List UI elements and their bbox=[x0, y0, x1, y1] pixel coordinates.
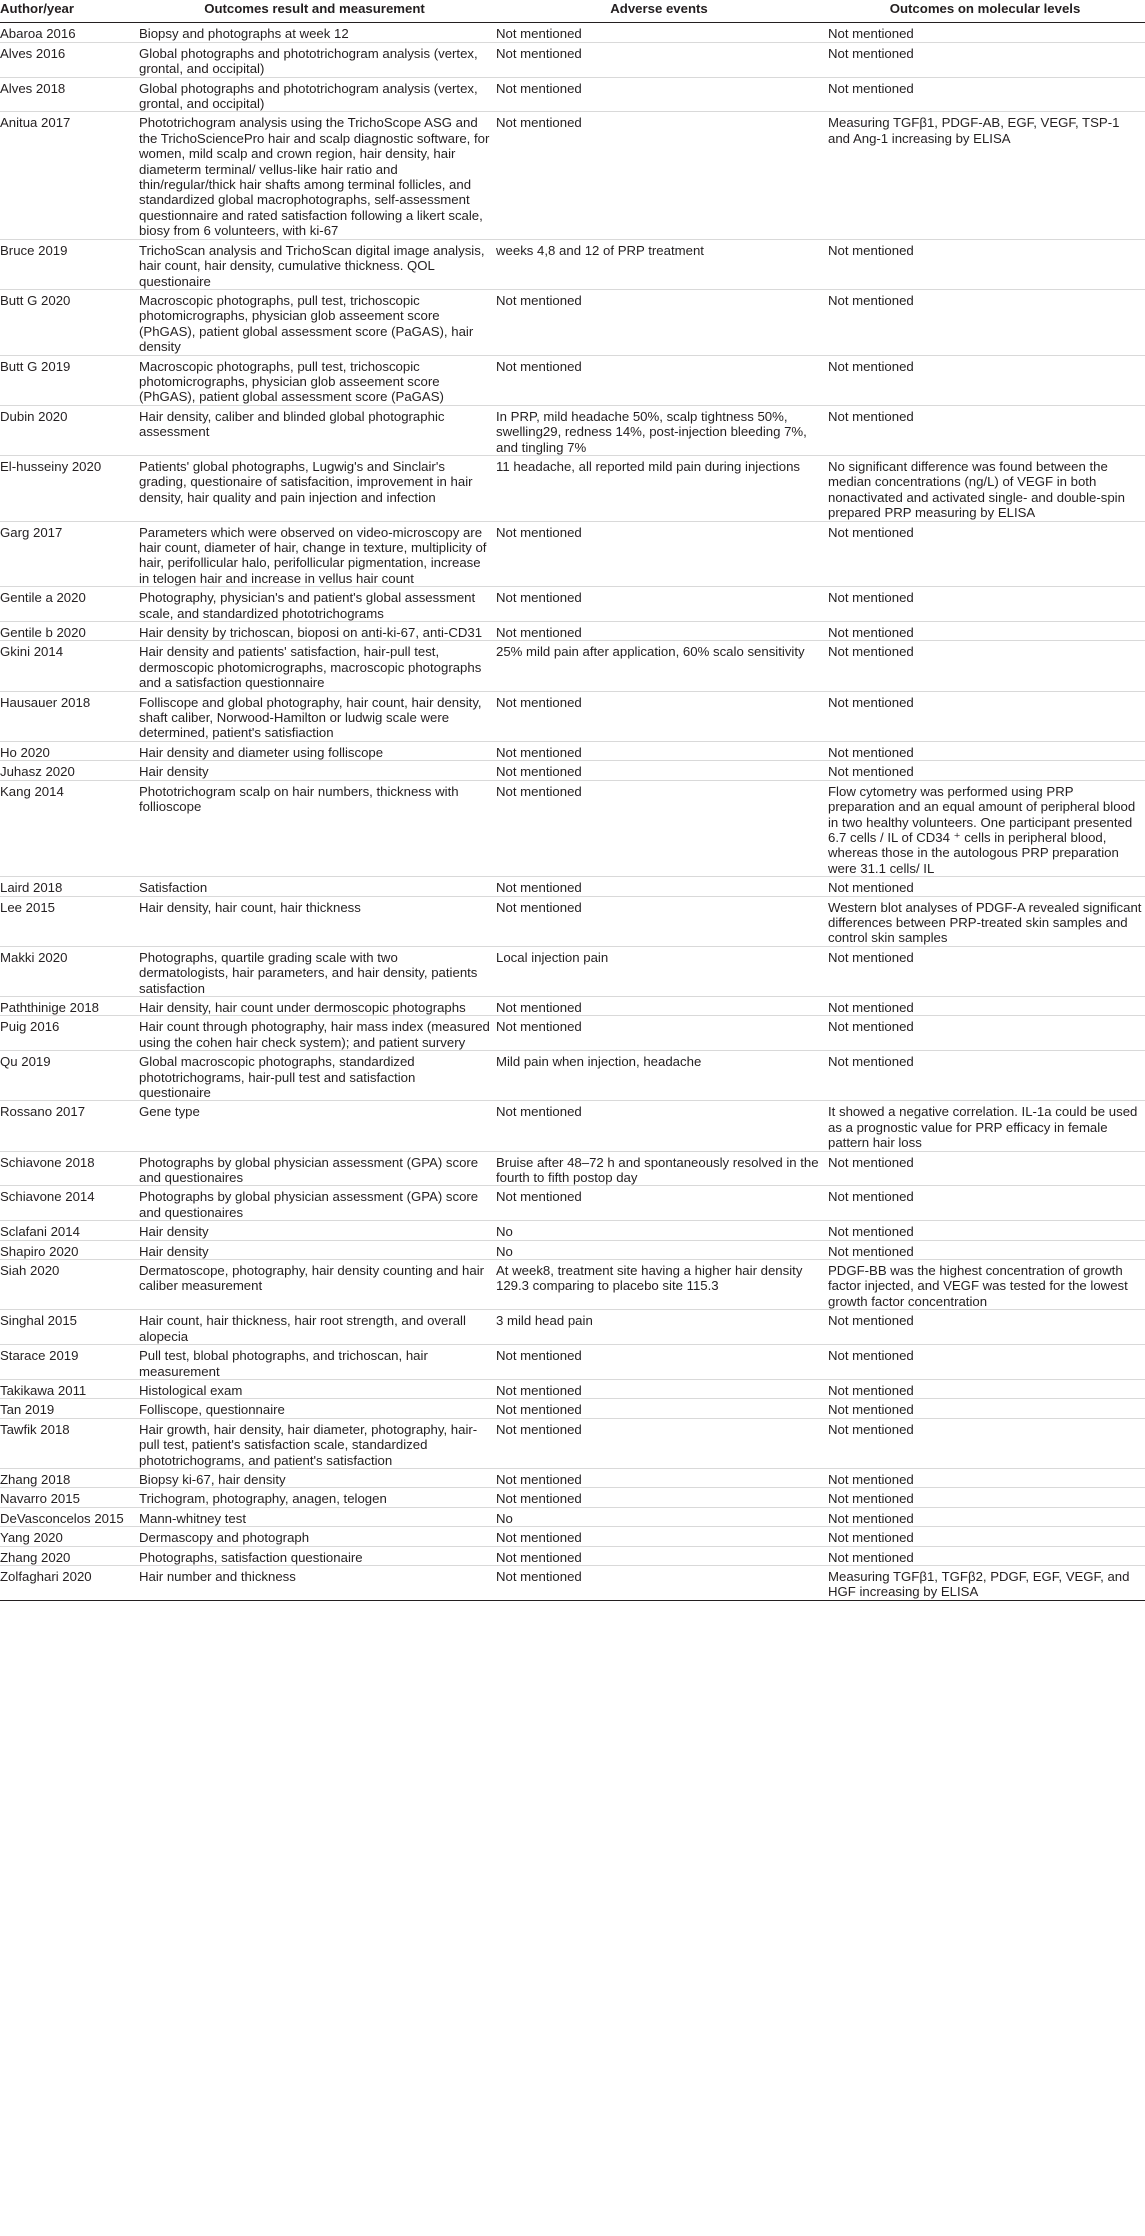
table-row bbox=[0, 1240, 1145, 1259]
cell-adverse-events: Mild pain when injection, headache bbox=[493, 1051, 825, 1101]
cell-adverse-events: Not mentioned bbox=[493, 1468, 825, 1487]
table-row bbox=[0, 455, 1145, 521]
header-adverse-events: Adverse events bbox=[493, 0, 825, 23]
cell-molecular-outcomes: Not mentioned bbox=[825, 42, 1145, 77]
cell-adverse-events: Not mentioned bbox=[493, 355, 825, 405]
table-row bbox=[0, 641, 1145, 691]
cell-adverse-events: No bbox=[493, 1507, 825, 1526]
cell-adverse-events: Not mentioned bbox=[493, 780, 825, 876]
table-row bbox=[0, 23, 1145, 42]
cell-adverse-events: In PRP, mild headache 50%, scalp tightness 50%, swelling29, redness 14%, post-injection bleeding 7%, and tingling 7% bbox=[493, 405, 825, 455]
cell-author-year: Alves 2018 bbox=[0, 77, 136, 112]
cell-author-year: Abaroa 2016 bbox=[0, 23, 136, 42]
table-row bbox=[0, 761, 1145, 780]
cell-molecular-outcomes: Not mentioned bbox=[825, 1399, 1145, 1418]
cell-author-year: Shapiro 2020 bbox=[0, 1240, 136, 1259]
cell-adverse-events: Local injection pain bbox=[493, 946, 825, 996]
cell-outcomes: Hair density and diameter using folliscope bbox=[136, 741, 493, 760]
table-row bbox=[0, 405, 1145, 455]
cell-author-year: Gentile a 2020 bbox=[0, 587, 136, 622]
cell-molecular-outcomes: Not mentioned bbox=[825, 741, 1145, 760]
cell-outcomes: Hair growth, hair density, hair diameter, photography, hair-pull test, patient's satisfaction scale, standardized phototrichograms, and patient's satisfaction bbox=[136, 1418, 493, 1468]
cell-adverse-events: Not mentioned bbox=[493, 1379, 825, 1398]
cell-molecular-outcomes: Not mentioned bbox=[825, 622, 1145, 641]
cell-molecular-outcomes: Not mentioned bbox=[825, 405, 1145, 455]
cell-author-year: Takikawa 2011 bbox=[0, 1379, 136, 1398]
cell-author-year: Paththinige 2018 bbox=[0, 996, 136, 1015]
cell-molecular-outcomes: PDGF-BB was the highest concentration of growth factor injected, and VEGF was tested for the lowest growth factor concentration bbox=[825, 1260, 1145, 1310]
cell-author-year: Makki 2020 bbox=[0, 946, 136, 996]
cell-outcomes: Photographs, satisfaction questionaire bbox=[136, 1546, 493, 1565]
cell-adverse-events: Not mentioned bbox=[493, 996, 825, 1015]
cell-outcomes: Photographs by global physician assessment (GPA) score and questionaires bbox=[136, 1151, 493, 1186]
table-row bbox=[0, 1051, 1145, 1101]
cell-molecular-outcomes: Not mentioned bbox=[825, 521, 1145, 587]
table-row bbox=[0, 996, 1145, 1015]
cell-molecular-outcomes: Not mentioned bbox=[825, 1379, 1145, 1398]
cell-outcomes: Hair density bbox=[136, 1240, 493, 1259]
cell-adverse-events: 11 headache, all reported mild pain during injections bbox=[493, 455, 825, 521]
cell-outcomes: Gene type bbox=[136, 1101, 493, 1151]
cell-adverse-events: Not mentioned bbox=[493, 1418, 825, 1468]
cell-outcomes: Folliscope and global photography, hair count, hair density, shaft caliber, Norwood-Hamilton or ludwig scale were determined, patient's satisfiaction bbox=[136, 691, 493, 741]
cell-outcomes: Satisfaction bbox=[136, 877, 493, 896]
table-row bbox=[0, 1221, 1145, 1240]
cell-outcomes: Trichogram, photography, anagen, telogen bbox=[136, 1488, 493, 1507]
cell-outcomes: Phototrichogram scalp on hair numbers, thickness with follioscope bbox=[136, 780, 493, 876]
table-row bbox=[0, 1527, 1145, 1546]
cell-author-year: Qu 2019 bbox=[0, 1051, 136, 1101]
cell-molecular-outcomes: Western blot analyses of PDGF-A revealed significant differences between PRP-treated skin samples and control skin samples bbox=[825, 896, 1145, 946]
table-header-row bbox=[0, 0, 1145, 23]
cell-outcomes: Photographs by global physician assessment (GPA) score and questionaires bbox=[136, 1186, 493, 1221]
cell-adverse-events: Not mentioned bbox=[493, 1527, 825, 1546]
cell-author-year: Kang 2014 bbox=[0, 780, 136, 876]
table-row bbox=[0, 1379, 1145, 1398]
cell-author-year: Zhang 2020 bbox=[0, 1546, 136, 1565]
cell-author-year: Butt G 2019 bbox=[0, 355, 136, 405]
table-row bbox=[0, 622, 1145, 641]
table-row bbox=[0, 1101, 1145, 1151]
cell-molecular-outcomes: Not mentioned bbox=[825, 1016, 1145, 1051]
cell-outcomes: Biopsy ki-67, hair density bbox=[136, 1468, 493, 1487]
cell-molecular-outcomes: Not mentioned bbox=[825, 289, 1145, 355]
cell-molecular-outcomes: Not mentioned bbox=[825, 946, 1145, 996]
cell-molecular-outcomes: Not mentioned bbox=[825, 1546, 1145, 1565]
cell-outcomes: Histological exam bbox=[136, 1379, 493, 1398]
cell-molecular-outcomes: Not mentioned bbox=[825, 77, 1145, 112]
cell-outcomes: Hair density and patients' satisfaction, hair-pull test, dermoscopic photomicrographs, macroscopic photographs and a satisfaction questionnaire bbox=[136, 641, 493, 691]
cell-author-year: Laird 2018 bbox=[0, 877, 136, 896]
table-row bbox=[0, 587, 1145, 622]
cell-outcomes: Biopsy and photographs at week 12 bbox=[136, 23, 493, 42]
cell-outcomes: Hair density, hair count, hair thickness bbox=[136, 896, 493, 946]
cell-molecular-outcomes: No significant difference was found between the median concentrations (ng/L) of VEGF in both nonactivated and activated single- and double-spin prepared PRP measuring by ELISA bbox=[825, 455, 1145, 521]
cell-molecular-outcomes: Not mentioned bbox=[825, 1221, 1145, 1240]
cell-outcomes: Hair density bbox=[136, 761, 493, 780]
table-row bbox=[0, 1310, 1145, 1345]
cell-outcomes: Macroscopic photographs, pull test, trichoscopic photomicrographs, physician glob asseement score (PhGAS), patient global assessment score (PaGAS), hair density bbox=[136, 289, 493, 355]
cell-author-year: Singhal 2015 bbox=[0, 1310, 136, 1345]
cell-adverse-events: Not mentioned bbox=[493, 1546, 825, 1565]
header-author-year: Author/year bbox=[0, 0, 136, 23]
cell-author-year: Sclafani 2014 bbox=[0, 1221, 136, 1240]
cell-author-year: Schiavone 2014 bbox=[0, 1186, 136, 1221]
cell-molecular-outcomes: Not mentioned bbox=[825, 1527, 1145, 1546]
cell-author-year: Gentile b 2020 bbox=[0, 622, 136, 641]
cell-adverse-events: Not mentioned bbox=[493, 77, 825, 112]
cell-outcomes: Photographs, quartile grading scale with two dermatologists, hair parameters, and hair density, patients satisfaction bbox=[136, 946, 493, 996]
cell-outcomes: Macroscopic photographs, pull test, trichoscopic photomicrographs, physician glob asseement score (PhGAS), patient global assessment score (PaGAS) bbox=[136, 355, 493, 405]
cell-adverse-events: 3 mild head pain bbox=[493, 1310, 825, 1345]
cell-molecular-outcomes: Flow cytometry was performed using PRP preparation and an equal amount of peripheral blood in two healthy volunteers. One participant presented 6.7 cells / IL of CD34 ⁺ cells in peripheral blood, whereas those in the autologous PRP preparation were 31.1 cells/ IL bbox=[825, 780, 1145, 876]
cell-outcomes: Pull test, blobal photographs, and trichoscan, hair measurement bbox=[136, 1345, 493, 1380]
cell-adverse-events: Not mentioned bbox=[493, 1488, 825, 1507]
cell-adverse-events: Not mentioned bbox=[493, 877, 825, 896]
cell-molecular-outcomes: Not mentioned bbox=[825, 587, 1145, 622]
cell-outcomes: Dermatoscope, photography, hair density counting and hair caliber measurement bbox=[136, 1260, 493, 1310]
cell-molecular-outcomes: Not mentioned bbox=[825, 1507, 1145, 1526]
cell-molecular-outcomes: Not mentioned bbox=[825, 355, 1145, 405]
cell-outcomes: Hair count, hair thickness, hair root strength, and overall alopecia bbox=[136, 1310, 493, 1345]
cell-outcomes: Parameters which were observed on video-microscopy are hair count, diameter of hair, change in texture, multiplicity of hair, perifollicular halo, perifollicular pigmentation, increase in telogen hair and increase in vellus hair count bbox=[136, 521, 493, 587]
cell-molecular-outcomes: Not mentioned bbox=[825, 877, 1145, 896]
cell-adverse-events: Not mentioned bbox=[493, 23, 825, 42]
cell-molecular-outcomes: Measuring TGFβ1, PDGF-AB, EGF, VEGF, TSP-1 and Ang-1 increasing by ELISA bbox=[825, 112, 1145, 239]
cell-adverse-events: Bruise after 48–72 h and spontaneously resolved in the fourth to fifth postop day bbox=[493, 1151, 825, 1186]
table-row bbox=[0, 1345, 1145, 1380]
table-row bbox=[0, 896, 1145, 946]
table-row bbox=[0, 741, 1145, 760]
cell-author-year: DeVasconcelos 2015 bbox=[0, 1507, 136, 1526]
table-row bbox=[0, 355, 1145, 405]
cell-outcomes: Dermascopy and photograph bbox=[136, 1527, 493, 1546]
cell-molecular-outcomes: Not mentioned bbox=[825, 641, 1145, 691]
header-outcomes: Outcomes result and measurement bbox=[136, 0, 493, 23]
cell-adverse-events: 25% mild pain after application, 60% scalo sensitivity bbox=[493, 641, 825, 691]
table-row bbox=[0, 780, 1145, 876]
cell-adverse-events: Not mentioned bbox=[493, 112, 825, 239]
cell-adverse-events: No bbox=[493, 1221, 825, 1240]
cell-author-year: Tan 2019 bbox=[0, 1399, 136, 1418]
cell-author-year: Starace 2019 bbox=[0, 1345, 136, 1380]
cell-adverse-events: Not mentioned bbox=[493, 761, 825, 780]
cell-outcomes: TrichoScan analysis and TrichoScan digital image analysis, hair count, hair density, cumulative thickness. QOL questionaire bbox=[136, 239, 493, 289]
cell-author-year: Rossano 2017 bbox=[0, 1101, 136, 1151]
table-row bbox=[0, 1418, 1145, 1468]
table-row bbox=[0, 1016, 1145, 1051]
cell-author-year: Navarro 2015 bbox=[0, 1488, 136, 1507]
cell-author-year: Anitua 2017 bbox=[0, 112, 136, 239]
cell-adverse-events: Not mentioned bbox=[493, 1565, 825, 1600]
table-body bbox=[0, 23, 1145, 1600]
cell-outcomes: Hair density by trichoscan, bioposi on anti-ki-67, anti-CD31 bbox=[136, 622, 493, 641]
cell-molecular-outcomes: Not mentioned bbox=[825, 1151, 1145, 1186]
cell-outcomes: Photography, physician's and patient's global assessment scale, and standardized phototrichograms bbox=[136, 587, 493, 622]
cell-molecular-outcomes: Not mentioned bbox=[825, 1488, 1145, 1507]
cell-molecular-outcomes: Not mentioned bbox=[825, 996, 1145, 1015]
cell-molecular-outcomes: Measuring TGFβ1, TGFβ2, PDGF, EGF, VEGF, and HGF increasing by ELISA bbox=[825, 1565, 1145, 1600]
table-row bbox=[0, 1151, 1145, 1186]
cell-outcomes: Phototrichogram analysis using the TrichoScope ASG and the TrichoSciencePro hair and scalp diagnostic software, for women, mild scalp and crown region, hair density, hair diameterm terminal/ vellus-like hair ratio and thin/regular/thick hair shafts among terminal follicles, and standardized global macrophotographs, self-assessment questionnaire and rated satisfaction following a likert scale, biosy from 6 volunteers, with ki-67 bbox=[136, 112, 493, 239]
cell-adverse-events: Not mentioned bbox=[493, 289, 825, 355]
cell-molecular-outcomes: Not mentioned bbox=[825, 1418, 1145, 1468]
cell-adverse-events: At week8, treatment site having a higher hair density 129.3 comparing to placebo site 115.3 bbox=[493, 1260, 825, 1310]
cell-adverse-events: Not mentioned bbox=[493, 587, 825, 622]
table-row bbox=[0, 1488, 1145, 1507]
table-row bbox=[0, 1468, 1145, 1487]
table-row bbox=[0, 1260, 1145, 1310]
cell-molecular-outcomes: Not mentioned bbox=[825, 1345, 1145, 1380]
cell-adverse-events: Not mentioned bbox=[493, 1345, 825, 1380]
cell-author-year: El-husseiny 2020 bbox=[0, 455, 136, 521]
table-row bbox=[0, 946, 1145, 996]
cell-outcomes: Folliscope, questionnaire bbox=[136, 1399, 493, 1418]
table-row bbox=[0, 77, 1145, 112]
table-row bbox=[0, 289, 1145, 355]
cell-molecular-outcomes: Not mentioned bbox=[825, 1468, 1145, 1487]
cell-author-year: Siah 2020 bbox=[0, 1260, 136, 1310]
cell-author-year: Zolfaghari 2020 bbox=[0, 1565, 136, 1600]
cell-molecular-outcomes: Not mentioned bbox=[825, 1051, 1145, 1101]
cell-author-year: Lee 2015 bbox=[0, 896, 136, 946]
cell-outcomes: Hair number and thickness bbox=[136, 1565, 493, 1600]
table-row bbox=[0, 877, 1145, 896]
table-row bbox=[0, 1546, 1145, 1565]
table-row bbox=[0, 42, 1145, 77]
cell-adverse-events: Not mentioned bbox=[493, 691, 825, 741]
cell-author-year: Juhasz 2020 bbox=[0, 761, 136, 780]
cell-outcomes: Hair density, hair count under dermoscopic photographs bbox=[136, 996, 493, 1015]
table-row bbox=[0, 1507, 1145, 1526]
cell-author-year: Zhang 2018 bbox=[0, 1468, 136, 1487]
header-molecular-outcomes: Outcomes on molecular levels bbox=[825, 0, 1145, 23]
cell-outcomes: Patients' global photographs, Lugwig's and Sinclair's grading, questionaire of satisfacition, improvement in hair density, hair quality and pain injection and infection bbox=[136, 455, 493, 521]
cell-adverse-events: Not mentioned bbox=[493, 622, 825, 641]
table-row bbox=[0, 1399, 1145, 1418]
table-row bbox=[0, 1186, 1145, 1221]
cell-adverse-events: Not mentioned bbox=[493, 521, 825, 587]
cell-adverse-events: Not mentioned bbox=[493, 896, 825, 946]
cell-molecular-outcomes: Not mentioned bbox=[825, 1310, 1145, 1345]
cell-author-year: Gkini 2014 bbox=[0, 641, 136, 691]
cell-author-year: Hausauer 2018 bbox=[0, 691, 136, 741]
table-row bbox=[0, 112, 1145, 239]
cell-outcomes: Hair density bbox=[136, 1221, 493, 1240]
cell-outcomes: Hair density, caliber and blinded global photographic assessment bbox=[136, 405, 493, 455]
cell-molecular-outcomes: Not mentioned bbox=[825, 239, 1145, 289]
cell-adverse-events: Not mentioned bbox=[493, 42, 825, 77]
cell-outcomes: Hair count through photography, hair mass index (measured using the cohen hair check system); and patient survery bbox=[136, 1016, 493, 1051]
cell-molecular-outcomes: It showed a negative correlation. IL-1a could be used as a prognostic value for PRP efficacy in female pattern hair loss bbox=[825, 1101, 1145, 1151]
cell-author-year: Butt G 2020 bbox=[0, 289, 136, 355]
table-row bbox=[0, 691, 1145, 741]
cell-author-year: Alves 2016 bbox=[0, 42, 136, 77]
cell-molecular-outcomes: Not mentioned bbox=[825, 761, 1145, 780]
cell-author-year: Tawfik 2018 bbox=[0, 1418, 136, 1468]
cell-author-year: Puig 2016 bbox=[0, 1016, 136, 1051]
cell-author-year: Dubin 2020 bbox=[0, 405, 136, 455]
cell-molecular-outcomes: Not mentioned bbox=[825, 1240, 1145, 1259]
cell-author-year: Yang 2020 bbox=[0, 1527, 136, 1546]
cell-author-year: Ho 2020 bbox=[0, 741, 136, 760]
cell-molecular-outcomes: Not mentioned bbox=[825, 23, 1145, 42]
cell-adverse-events: Not mentioned bbox=[493, 741, 825, 760]
cell-outcomes: Mann-whitney test bbox=[136, 1507, 493, 1526]
cell-adverse-events: Not mentioned bbox=[493, 1016, 825, 1051]
cell-outcomes: Global photographs and phototrichogram analysis (vertex, grontal, and occipital) bbox=[136, 42, 493, 77]
cell-adverse-events: Not mentioned bbox=[493, 1186, 825, 1221]
cell-adverse-events: Not mentioned bbox=[493, 1399, 825, 1418]
cell-author-year: Bruce 2019 bbox=[0, 239, 136, 289]
cell-outcomes: Global photographs and phototrichogram analysis (vertex, grontal, and occipital) bbox=[136, 77, 493, 112]
cell-adverse-events: Not mentioned bbox=[493, 1101, 825, 1151]
cell-adverse-events: No bbox=[493, 1240, 825, 1259]
cell-molecular-outcomes: Not mentioned bbox=[825, 1186, 1145, 1221]
table-row bbox=[0, 239, 1145, 289]
cell-adverse-events: weeks 4,8 and 12 of PRP treatment bbox=[493, 239, 825, 289]
cell-author-year: Garg 2017 bbox=[0, 521, 136, 587]
cell-molecular-outcomes: Not mentioned bbox=[825, 691, 1145, 741]
table-row bbox=[0, 1565, 1145, 1600]
cell-outcomes: Global macroscopic photographs, standardized phototrichograms, hair-pull test and satisfaction questionaire bbox=[136, 1051, 493, 1101]
cell-author-year: Schiavone 2018 bbox=[0, 1151, 136, 1186]
table-row bbox=[0, 521, 1145, 587]
